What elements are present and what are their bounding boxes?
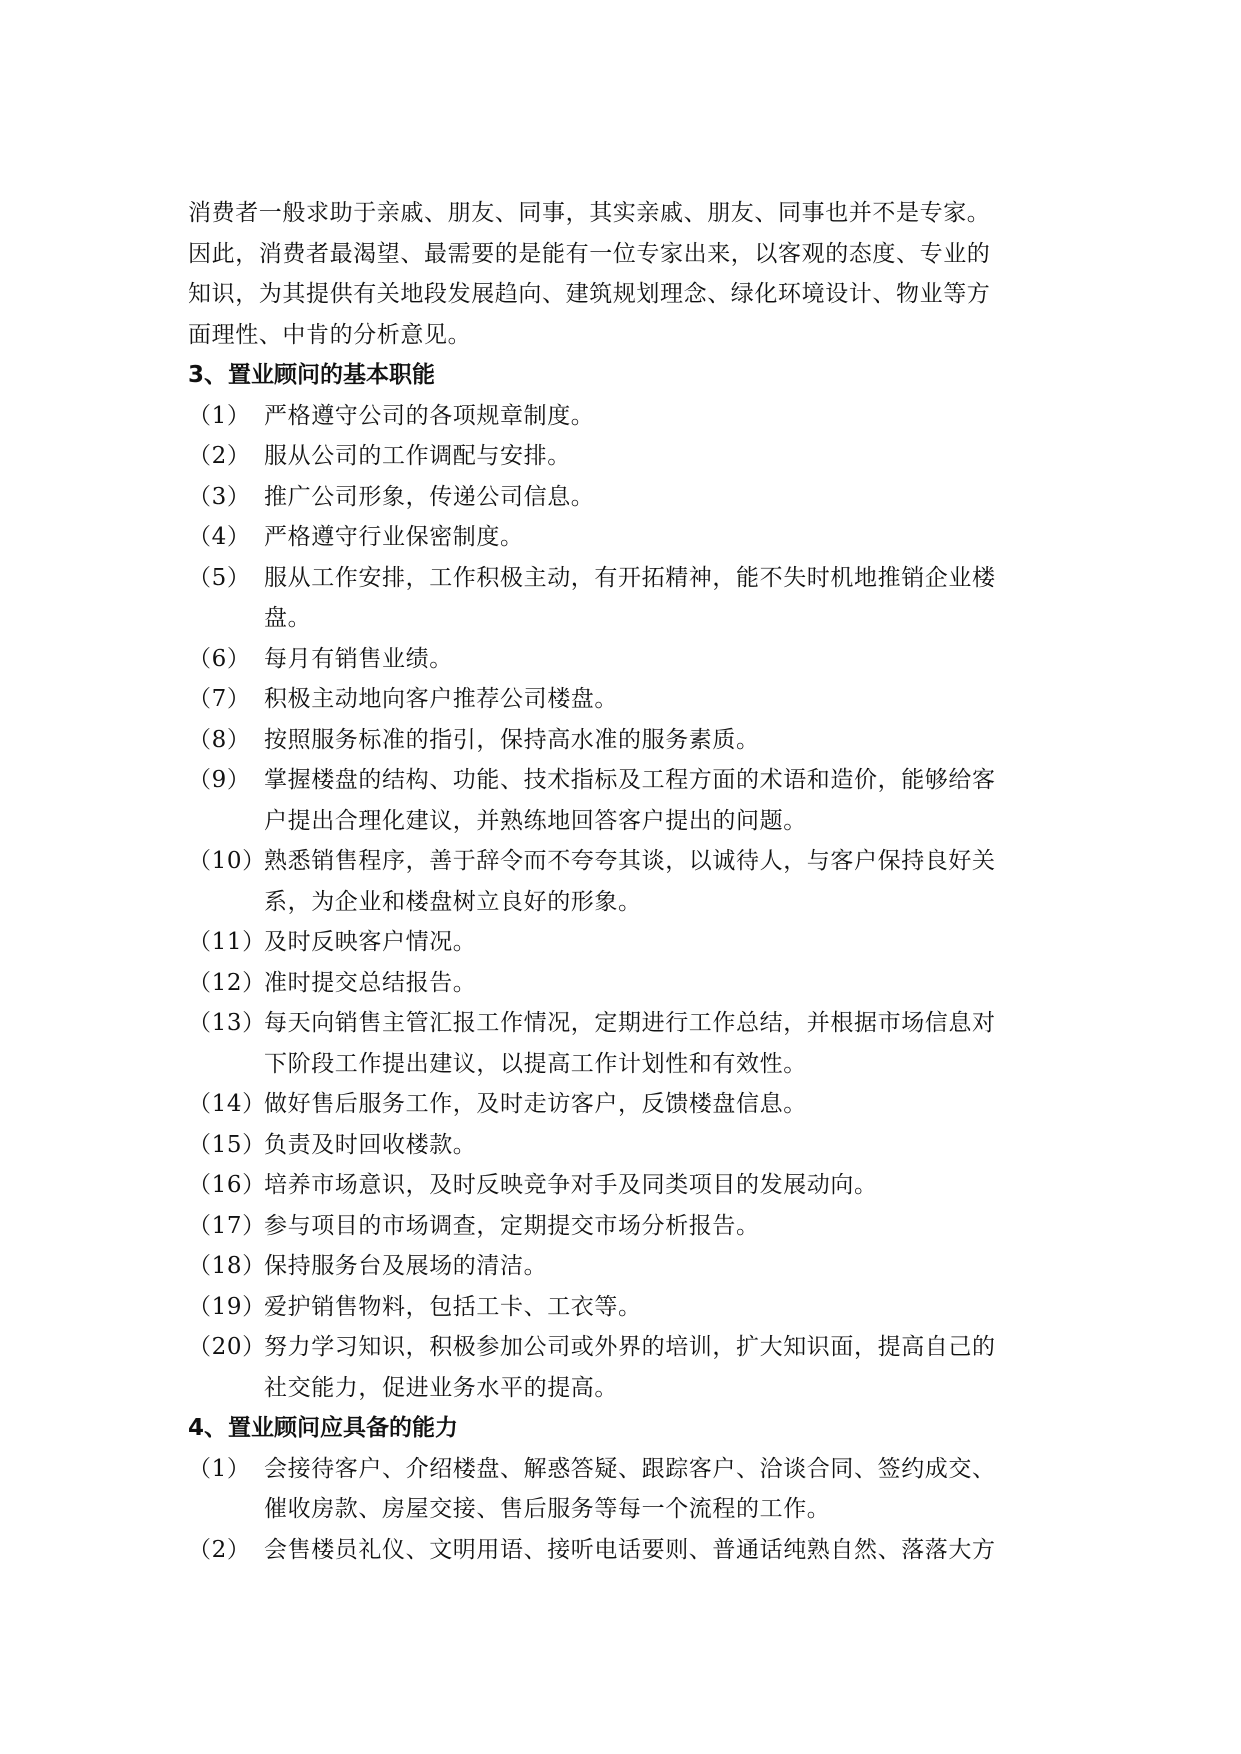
list-item-marker: （16） [188, 1172, 266, 1198]
list-item [188, 639, 1050, 680]
list-item [188, 436, 1050, 477]
list-item-text: 培养市场意识，及时反映竞争对手及同类项目的发展动向。 [264, 1172, 878, 1198]
list-item [188, 1530, 1050, 1571]
list-item-text: 服从公司的工作调配与安排。 [264, 443, 571, 469]
list-item-marker: （10） [188, 848, 266, 874]
intro-line: 面理性、中肯的分析意见。 [188, 321, 472, 348]
list-item-text: 积极主动地向客户推荐公司楼盘。 [264, 686, 618, 712]
list-item-text: 负责及时回收楼款。 [264, 1131, 477, 1158]
list-item [188, 558, 1050, 639]
list-item-text: 社交能力，促进业务水平的提高。 [264, 1374, 618, 1401]
list-item [188, 1287, 1050, 1328]
section-4-list [188, 1449, 1050, 1571]
list-item-text: 熟悉销售程序，善于辞令而不夸夸其谈，以诚待人，与客户保持良好关 [264, 848, 996, 874]
list-item-marker: （9） [188, 767, 251, 793]
list-item-text: 会售楼员礼仪、文明用语、接听电话要则、普通话纯熟自然、落落大方 [264, 1536, 996, 1563]
list-item [188, 1003, 1050, 1084]
list-item [188, 841, 1050, 922]
list-item-marker: （1） [188, 402, 251, 429]
list-item [188, 1165, 1050, 1206]
list-item-marker: （11） [188, 929, 266, 955]
list-item-text: 每月有销售业绩。 [264, 645, 453, 672]
list-item [188, 396, 1050, 437]
list-item-text: 掌握楼盘的结构、功能、技术指标及工程方面的术语和造价，能够给客 [264, 767, 996, 793]
list-item-text: 做好售后服务工作，及时走访客户，反馈楼盘信息。 [264, 1091, 807, 1117]
list-item-marker: （13） [188, 1010, 266, 1036]
list-item [188, 679, 1050, 720]
list-item-text: 爱护销售物料，包括工卡、工衣等。 [264, 1293, 642, 1320]
list-item [188, 1246, 1050, 1287]
list-item-marker: （3） [188, 483, 251, 510]
list-item-marker: （4） [188, 524, 251, 550]
intro-line: 消费者一般求助于亲戚、朋友、同事，其实亲戚、朋友、同事也并不是专家。 [188, 200, 991, 226]
list-item [188, 1125, 1050, 1166]
list-item-text: 准时提交总结报告。 [264, 969, 477, 996]
list-item-text: 严格遵守公司的各项规章制度。 [264, 402, 595, 429]
list-item-marker: （12） [188, 969, 266, 996]
list-item-marker: （18） [188, 1253, 266, 1279]
list-item-text: 参与项目的市场调查，定期提交市场分析报告。 [264, 1212, 760, 1239]
list-item-marker: （17） [188, 1212, 266, 1239]
list-item [188, 1327, 1050, 1408]
list-item-text: 下阶段工作提出建议，以提高工作计划性和有效性。 [264, 1050, 807, 1077]
list-item-text: 及时反映客户情况。 [264, 929, 477, 955]
section-3-heading [188, 355, 1050, 396]
list-item [188, 1449, 1050, 1530]
list-item-text: 严格遵守行业保密制度。 [264, 524, 524, 550]
list-item-text: 催收房款、房屋交接、售后服务等每一个流程的工作。 [264, 1496, 831, 1522]
list-item-text: 推广公司形象，传递公司信息。 [264, 483, 595, 510]
list-item-marker: （19） [188, 1293, 266, 1320]
list-item-marker: （6） [188, 645, 251, 672]
list-item-marker: （2） [188, 443, 251, 469]
list-item-text: 服从工作安排，工作积极主动，有开拓精神，能不失时机地推销企业楼 [264, 564, 996, 591]
section-3-title: 置业顾问的基本职能 [228, 362, 435, 388]
list-item-marker: （2） [188, 1536, 251, 1563]
list-item [188, 922, 1050, 963]
list-item-text: 努力学习知识，积极参加公司或外界的培训，扩大知识面，提高自己的 [264, 1334, 996, 1360]
section-4-number: 4、 [188, 1415, 228, 1441]
list-item [188, 720, 1050, 761]
list-item-marker: （14） [188, 1091, 266, 1117]
list-item [188, 963, 1050, 1004]
list-item-text: 会接待客户、介绍楼盘、解惑答疑、跟踪客户、洽谈合同、签约成交、 [264, 1455, 996, 1482]
document-body [188, 193, 1050, 1570]
section-4-heading [188, 1408, 1050, 1449]
list-item-text: 保持服务台及展场的清洁。 [264, 1253, 548, 1279]
intro-line: 知识，为其提供有关地段发展趋向、建筑规划理念、绿化环境设计、物业等方 [188, 281, 991, 307]
section-3-number: 3、 [188, 362, 228, 388]
list-item-marker: （8） [188, 726, 251, 753]
list-item-text: 每天向销售主管汇报工作情况，定期进行工作总结，并根据市场信息对 [264, 1010, 996, 1036]
list-item [188, 517, 1050, 558]
list-item-marker: （15） [188, 1131, 266, 1158]
section-3-list [188, 396, 1050, 1409]
list-item-text: 户提出合理化建议，并熟练地回答客户提出的问题。 [264, 807, 807, 834]
list-item-marker: （1） [188, 1455, 251, 1482]
list-item-marker: （20） [188, 1334, 266, 1360]
list-item-text: 系，为企业和楼盘树立良好的形象。 [264, 888, 642, 915]
list-item [188, 1084, 1050, 1125]
list-item-text: 盘。 [264, 605, 312, 631]
section-4-title: 置业顾问应具备的能力 [228, 1415, 458, 1441]
intro-line: 因此，消费者最渴望、最需要的是能有一位专家出来，以客观的态度、专业的 [188, 240, 991, 267]
intro-paragraph [188, 193, 1050, 355]
list-item-marker: （5） [188, 564, 251, 591]
list-item [188, 1206, 1050, 1247]
list-item [188, 477, 1050, 518]
list-item-text: 按照服务标准的指引，保持高水准的服务素质。 [264, 726, 760, 753]
list-item [188, 760, 1050, 841]
list-item-marker: （7） [188, 686, 251, 712]
